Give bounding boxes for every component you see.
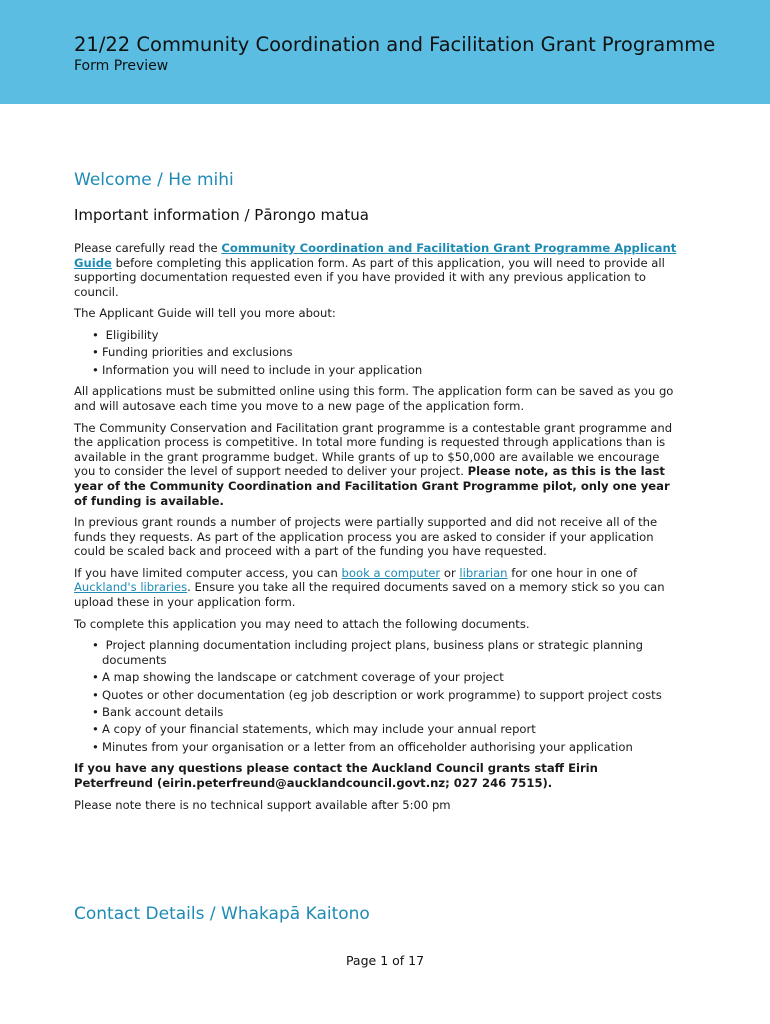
list-item-text: Quotes or other documentation (eg job description or work programme) to support project costs: [102, 687, 662, 702]
questions-contact-paragraph: [74, 761, 678, 790]
list-item-text: A map showing the landscape or catchment coverage of your project: [102, 670, 504, 685]
auckland-libraries-link[interactable]: Auckland's libraries: [74, 580, 188, 595]
intro-paragraph: [74, 241, 678, 299]
important-info-heading: Important information / Pārongo matua: [74, 206, 369, 224]
list-item-text: A copy of your financial statements, which may include your annual report: [102, 722, 536, 737]
online-submission-paragraph: All applications must be submitted online using this form. The application form can be saved as you go and will autosave each time you move to a new page of the application form.: [74, 384, 674, 413]
list-item: [92, 722, 678, 737]
guide-intro-paragraph: The Applicant Guide will tell you more about:: [74, 306, 336, 321]
computer-access-text-b: or: [440, 565, 460, 580]
required-documents-list: [74, 638, 678, 754]
librarian-link[interactable]: librarian: [459, 565, 508, 580]
questions-contact-text: If you have any questions please contact the Auckland Council grants staff Eirin Peterfreund (eirin.peterfreund@aucklandcouncil.govt.nz; 027 246 7515).: [74, 761, 598, 790]
computer-access-text-c: for one hour in one of: [507, 565, 638, 580]
welcome-section: [74, 170, 678, 819]
list-item-text: Project planning documentation including project plans, business plans or strategic planning documents: [102, 638, 643, 667]
welcome-heading: Welcome / He mihi: [74, 170, 234, 190]
computer-access-text-d: . Ensure you take all the required documents saved on a memory stick so you can upload these in your application form.: [74, 580, 665, 610]
bullet-icon: •: [92, 345, 99, 360]
contestable-paragraph: [74, 421, 678, 509]
bullet-icon: •: [92, 327, 99, 342]
bullet-icon: •: [92, 739, 99, 754]
computer-access-paragraph: [74, 566, 678, 610]
last-year-notice: Please note, as this is the last year of the Community Coordination and Facilitation Grant Programme pilot, only one year of funding is available.: [74, 464, 670, 508]
list-item: [92, 363, 678, 378]
bullet-icon: •: [92, 705, 99, 720]
computer-access-text-a: If you have limited computer access, you can: [74, 565, 342, 580]
list-item-text: Bank account details: [102, 705, 224, 720]
intro-text-end: before completing this application form. As part of this application, you will need to provide all supporting documentation requested even if you have provided it with any previous application to council.: [74, 255, 665, 299]
support-hours-paragraph: Please note there is no technical support available after 5:00 pm: [74, 797, 451, 812]
bullet-icon: •: [92, 670, 99, 685]
list-item-text: Eligibility: [102, 327, 159, 342]
applicant-guide-link-text[interactable]: Community Coordination and Facilitation Grant Programme Applicant Guide: [74, 241, 677, 270]
list-item-text: Funding priorities and exclusions: [102, 345, 293, 360]
guide-topics-list: [74, 328, 678, 377]
partial-funding-paragraph: In previous grant rounds a number of projects were partially supported and did not receive all of the funds they requests. As part of the application process you are asked to consider if your application could be scaled back and proceed with a part of the funding you have requested.: [74, 515, 658, 559]
header-banner: [0, 0, 770, 104]
bullet-icon: •: [92, 638, 99, 653]
contact-details-heading: Contact Details / Whakapā Kaitono: [74, 904, 370, 924]
list-item: [92, 705, 678, 720]
list-item-text: Information you will need to include in your application: [102, 362, 423, 377]
page-number: Page 1 of 17: [345, 953, 425, 968]
page-subtitle: Form Preview: [74, 58, 169, 74]
intro-text-start: Please carefully read the: [74, 241, 222, 255]
list-item: [92, 345, 678, 360]
list-item: [92, 688, 678, 703]
attachments-intro-paragraph: To complete this application you may need to attach the following documents.: [74, 616, 530, 631]
bullet-icon: •: [92, 687, 99, 702]
page-title: 21/22 Community Coordination and Facilitation Grant Programme: [74, 33, 716, 56]
bullet-icon: •: [92, 722, 99, 737]
book-computer-link[interactable]: book a computer: [341, 565, 441, 580]
list-item: [92, 740, 678, 755]
list-item-text: Minutes from your organisation or a letter from an officeholder authorising your application: [102, 739, 633, 754]
list-item: [92, 328, 678, 343]
list-item: [92, 638, 678, 667]
contestable-text: The Community Conservation and Facilitation grant programme is a contestable grant programme and the application process is competitive. In total more funding is requested through applications than is available in the grant programme budget. While grants of up to $50,000 are available we encourage you to consider the level of support needed to deliver your project.: [74, 420, 673, 479]
list-item: [92, 670, 678, 685]
bullet-icon: •: [92, 362, 99, 377]
